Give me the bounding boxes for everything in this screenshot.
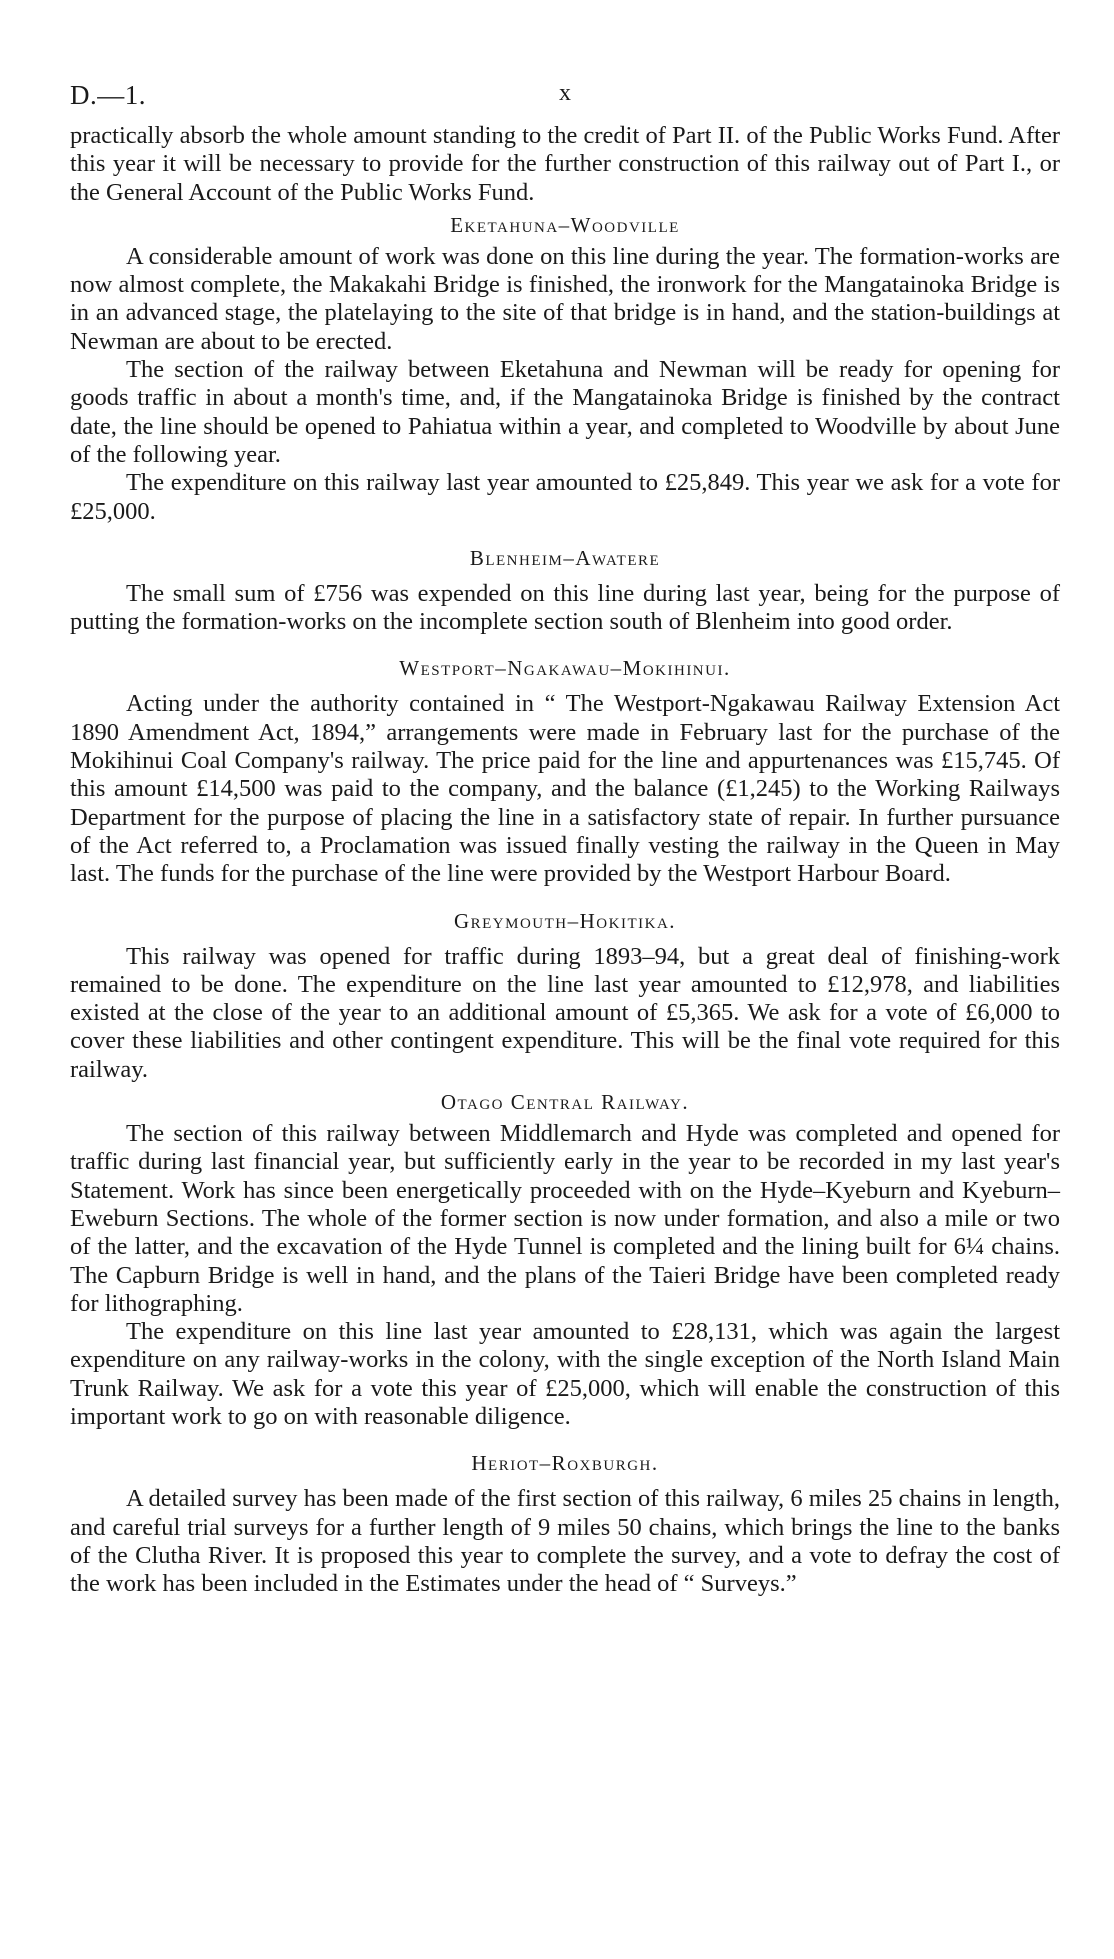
paragraph: The small sum of £756 was expended on this line during last year, being for the purpose of putting the formation-works on the incomplete section south of Blenheim into good order. [70, 579, 1060, 636]
page-number: x [559, 80, 571, 106]
section-heading-greymouth-hokitika: Greymouth–Hokitika. [453, 908, 677, 933]
paragraph: The section of the railway between Eketahuna and Newman will be ready for opening for goods traffic in about a month's time, and, if the Mangatainoka Bridge is finished by the contract date, the line should be opened to Pahiatua within a year, and completed to Woodville by about June of the following year. [70, 356, 1060, 468]
section-heading-blenheim-awatere: Blenheim–Awatere [469, 545, 661, 570]
document-page [70, 80, 1060, 1598]
paragraph: A considerable amount of work was done on this line during the year. The formation-works are now almost complete, the Makakahi Bridge is finished, the ironwork for the Mangatainoka Bridge is in an advanced stage, the platelaying to the site of that bridge is in hand, and the station-buildings at Newman are about to be erected. [70, 242, 1060, 355]
section-heading-eketahuna-woodville: Eketahuna–Woodville [450, 212, 680, 237]
paragraph: This railway was opened for traffic during 1893–94, but a great deal of finishing-work remained to be done. The expenditure on the line last year amounted to £12,978, and liabilities existed at the close of the year to an additional amount of £5,365. We ask for a vote of £6,000 to cover these liabilities and other contingent expenditure. This will be the final vote required for this railway. [70, 942, 1060, 1083]
section-heading-heriot-roxburgh: Heriot–Roxburgh. [471, 1451, 659, 1476]
section-heading-otago-central-railway: Otago Central Railway. [440, 1090, 690, 1115]
paragraph: A detailed survey has been made of the first section of this railway, 6 miles 25 chains in length, and careful trial surveys for a further length of 9 miles 50 chains, which brings the line to the banks of the Clutha River. It is proposed this year to complete the survey, and a vote to defray the cost of the work has been included in the Estimates under the head of “ Surveys.” [70, 1485, 1060, 1598]
paragraph: Acting under the authority contained in “ The Westport-Ngakawau Railway Extension Act 1890 Amendment Act, 1894,” arrangements were made in February last for the purchase of the Mokihinui Coal Company's railway. The price paid for the line and appurtenances was £15,745. Of this amount £14,500 was paid to the company, and the balance (£1,245) to the Working Railways Department for the purpose of placing the line in a satisfactory state of repair. In further pursuance of the Act referred to, a Proclamation was issued finally vesting the railway in the Queen in May last. The funds for the purchase of the line were provided by the Westport Harbour Board. [70, 690, 1060, 888]
paragraph: The expenditure on this line last year amounted to £28,131, which was again the largest expenditure on any railway-works in the colony, with the single exception of the North Island Main Trunk Railway. We ask for a vote this year of £25,000, which will enable the construction of this important work to go on with reasonable diligence. [70, 1318, 1060, 1430]
paragraph: The expenditure on this railway last year amounted to £25,849. This year we ask for a vote for £25,000. [70, 469, 1060, 525]
page-header [70, 80, 1060, 114]
section-heading-westport-ngakawau-mokihinui: Westport–Ngakawau–Mokihinui. [399, 656, 731, 681]
document-reference: D.—1. [70, 80, 146, 110]
intro-paragraph: practically absorb the whole amount standing to the credit of Part II. of the Public Works Fund. After this year it will be necessary to provide for the further construction of this railway out of Part I., or the General Account of the Public Works Fund. [70, 122, 1060, 206]
paragraph: The section of this railway between Middlemarch and Hyde was completed and opened for traffic during last financial year, but sufficiently early in the year to be recorded in my last year's Statement. Work has since been energetically proceeded with on the Hyde–Kyeburn and Kyeburn–Eweburn Sections. The whole of the former section is now under formation, and also a mile or two of the latter, and the excavation of the Hyde Tunnel is completed and the lining built for 6¼ chains. The Capburn Bridge is well in hand, and the plans of the Taieri Bridge have been completed ready for lithographing. [70, 1120, 1060, 1317]
